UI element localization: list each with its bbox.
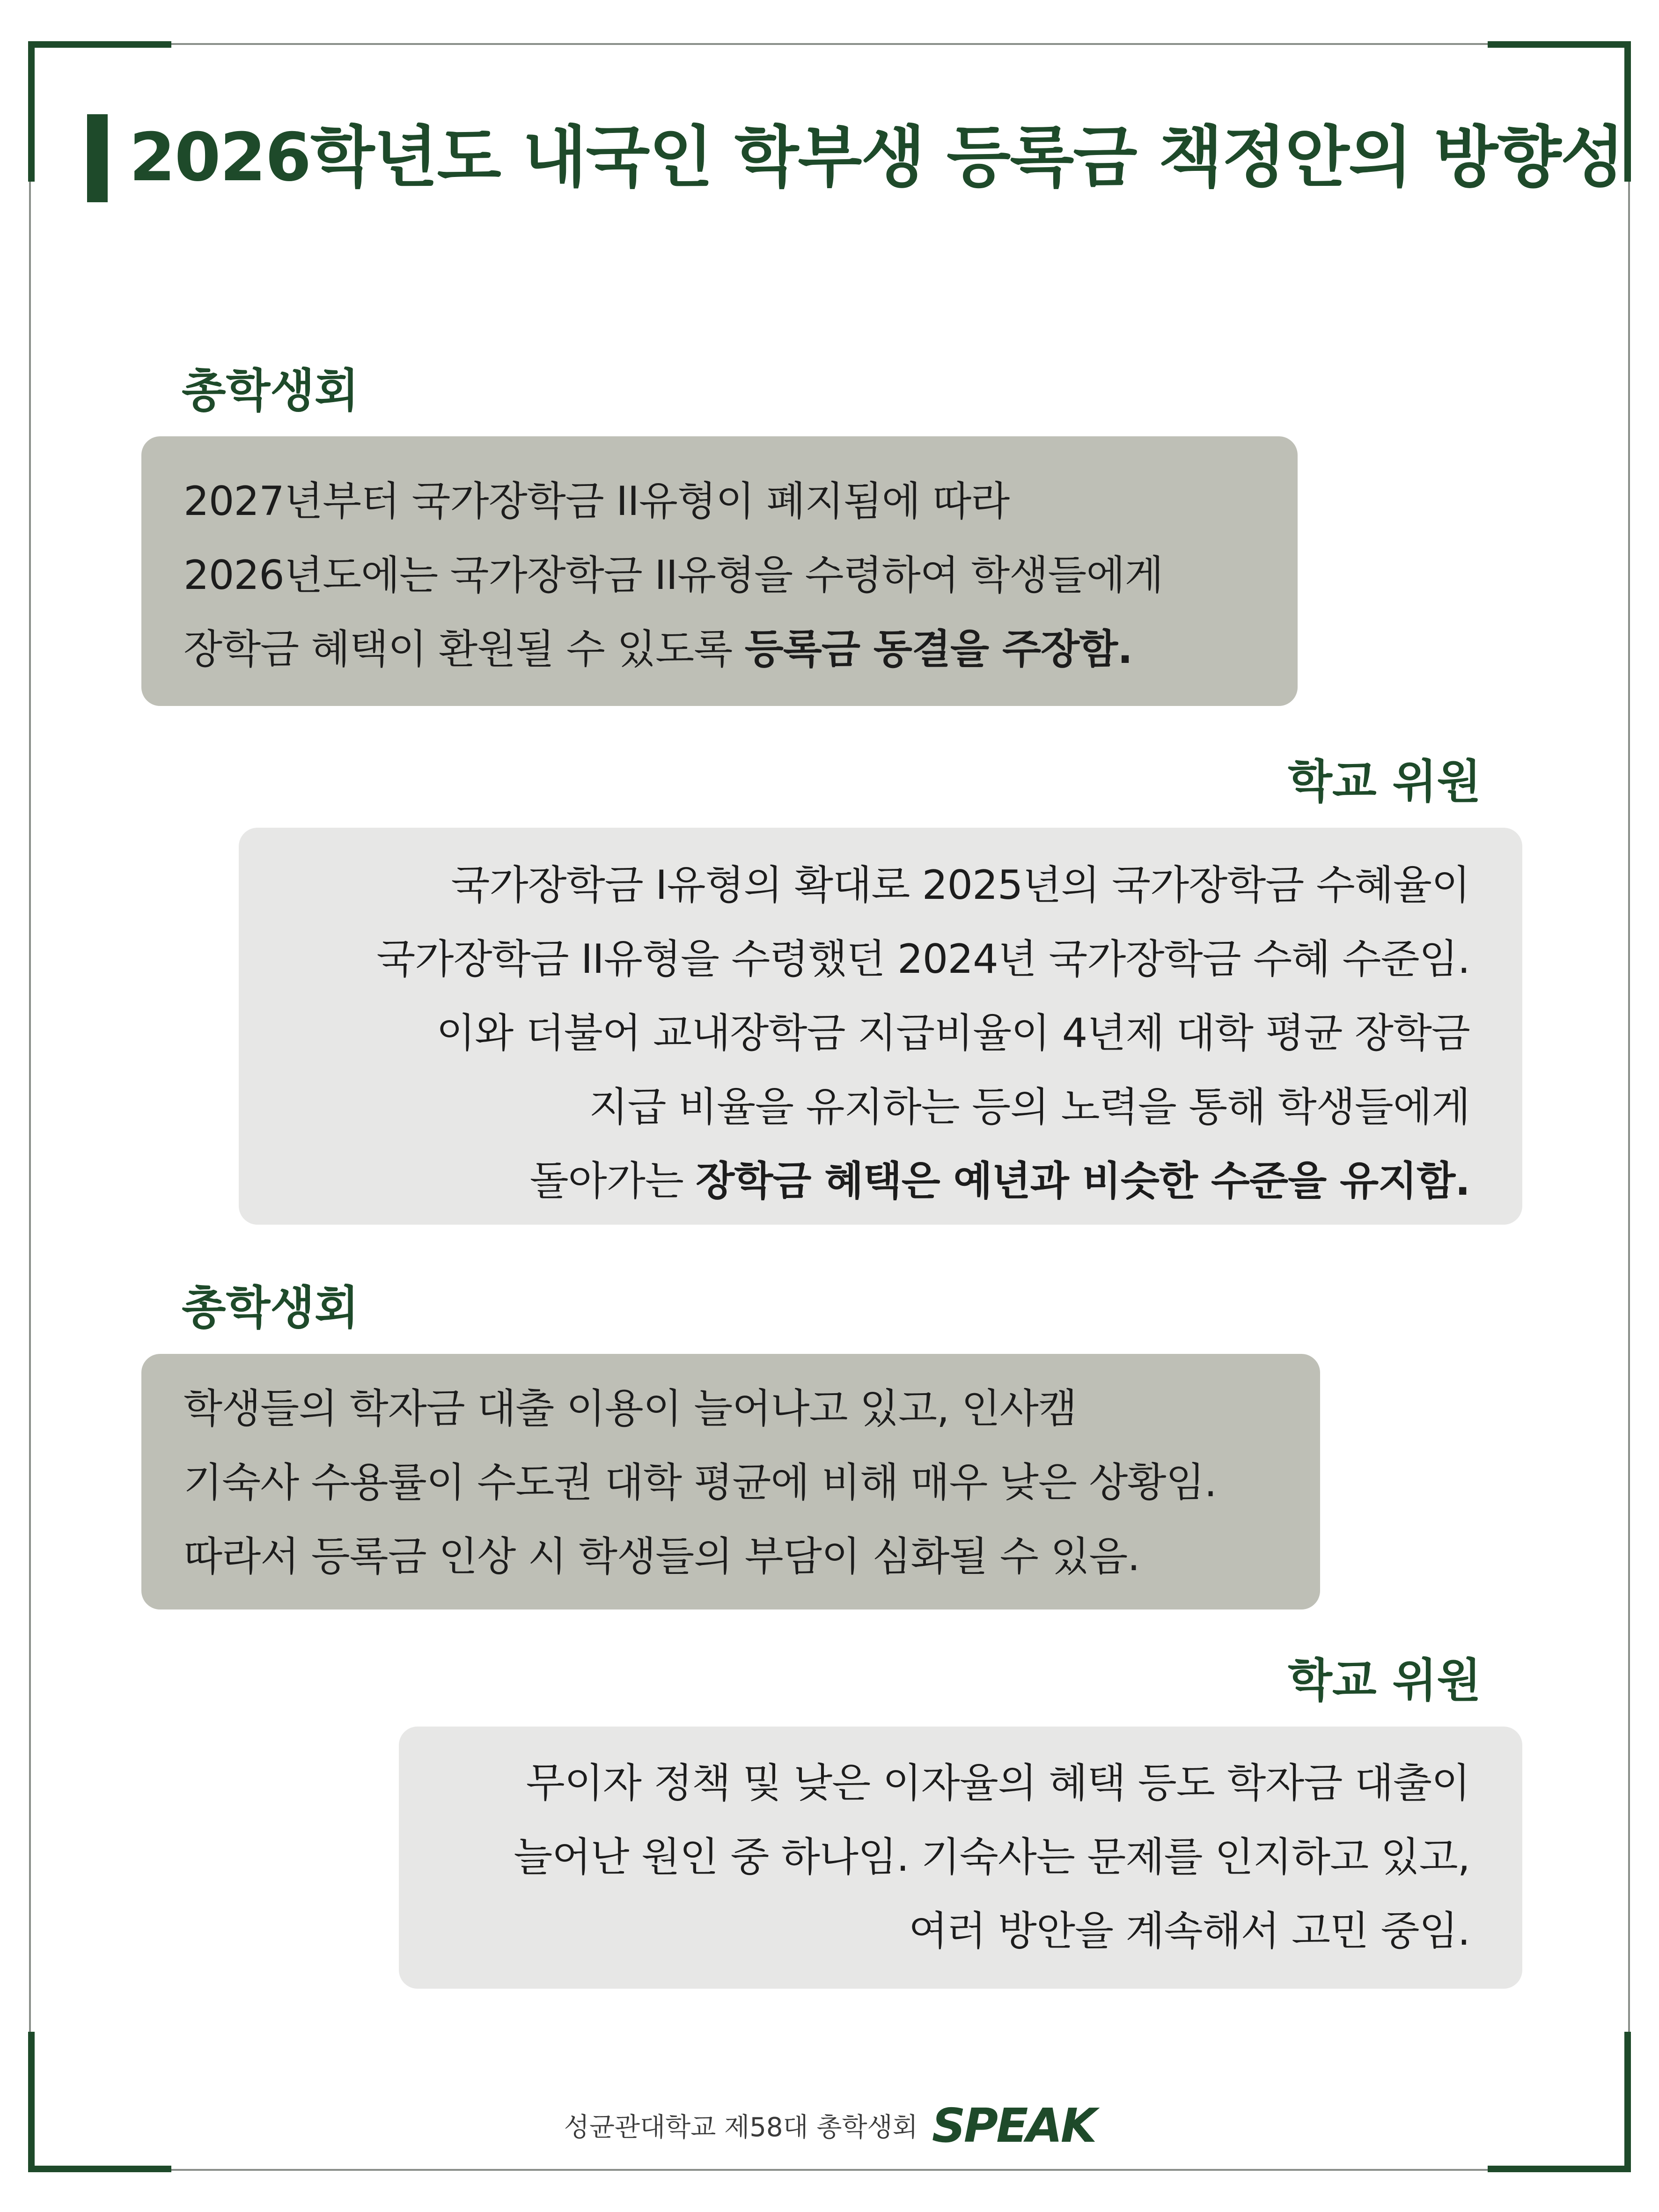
corner-tr-v (1624, 41, 1631, 182)
bubble-line (267, 996, 1470, 1070)
line-text: 늘어난 원인 중 하나임. 기숙사는 문제를 인지하고 있고, (514, 1834, 1470, 1881)
line-text: 무이자 정책 및 낮은 이자율의 혜택 등도 학자금 대출이 (526, 1760, 1470, 1807)
bubble-line (184, 1372, 1278, 1446)
speech-bubble-student (141, 1354, 1320, 1609)
speaker-label: 학교 위원 (1288, 1654, 1481, 1707)
footer-organization: 성균관대학교 제58대 총학생회 (564, 2112, 918, 2143)
corner-br-h (1488, 2166, 1631, 2172)
bubble-line (267, 922, 1470, 996)
speech-bubble-school (239, 828, 1522, 1225)
speaker-label: 총학생회 (182, 1281, 359, 1335)
footer (0, 2093, 1659, 2158)
bubble-line (184, 612, 1255, 686)
speaker-label: 학교 위원 (1288, 755, 1481, 808)
corner-tl-v (28, 41, 35, 182)
bubble-line (427, 1746, 1470, 1820)
bubble-line (427, 1820, 1470, 1894)
bubble-line (184, 1520, 1278, 1594)
line-text: 2026년도에는 국가장학금 II유형을 수령하여 학생들에게 (184, 552, 1163, 599)
title-accent-bar (87, 114, 108, 202)
frame-right (1628, 43, 1630, 2171)
bubble-line (184, 538, 1255, 612)
line-text: 국가장학금 I유형의 확대로 2025년의 국가장학금 수혜율이 (451, 862, 1470, 909)
line-text: 장학금 혜택이 환원될 수 있도록 (184, 626, 745, 673)
bubble-line (184, 1446, 1278, 1520)
line-emphasis: 등록금 동결을 주장함. (744, 626, 1132, 673)
frame-top (29, 43, 1630, 45)
bubble-line (267, 1144, 1470, 1218)
line-text: 이와 더불어 교내장학금 지급비율이 4년제 대학 평균 장학금 (436, 1010, 1470, 1057)
speak-logo: SPEAK (932, 2098, 1095, 2153)
corner-bl-h (28, 2166, 171, 2172)
speech-bubble-student (141, 436, 1298, 706)
line-text: 돌아가는 (529, 1158, 696, 1205)
corner-tl-h (28, 41, 171, 48)
line-emphasis: 장학금 혜택은 예년과 비슷한 수준을 유지함. (696, 1158, 1470, 1205)
page-title: 2026학년도 내국인 학부생 등록금 책정안의 방향성 (129, 119, 1624, 196)
line-text: 학생들의 학자금 대출 이용이 늘어나고 있고, 인사캠 (184, 1385, 1077, 1432)
line-text: 국가장학금 II유형을 수령했던 2024년 국가장학금 수혜 수준임. (376, 936, 1470, 983)
speech-bubble-school (399, 1727, 1522, 1989)
line-text: 지급 비율을 유지하는 등의 노력을 통해 학생들에게 (589, 1084, 1470, 1131)
bubble-line (267, 848, 1470, 922)
bubble-line (427, 1894, 1470, 1968)
frame-bottom (29, 2169, 1630, 2171)
line-text: 따라서 등록금 인상 시 학생들의 부담이 심화될 수 있음. (184, 1533, 1140, 1580)
speaker-label: 총학생회 (182, 364, 359, 418)
line-text: 여러 방안을 계속해서 고민 중임. (909, 1908, 1470, 1955)
bubble-line (267, 1070, 1470, 1144)
line-text: 2027년부터 국가장학금 II유형이 폐지됨에 따라 (184, 478, 1010, 525)
bubble-line (184, 464, 1255, 538)
corner-tr-h (1488, 41, 1631, 48)
frame-left (29, 43, 31, 2171)
line-text: 기숙사 수용률이 수도권 대학 평균에 비해 매우 낮은 상황임. (184, 1459, 1217, 1506)
